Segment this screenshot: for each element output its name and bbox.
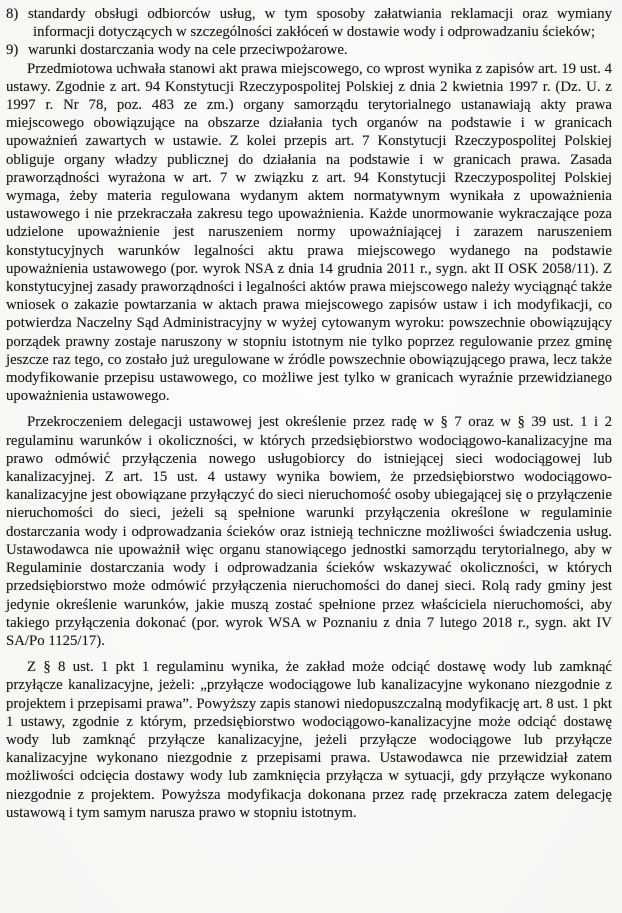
list-item-8-marker: 8) <box>6 6 19 22</box>
list-item-9 <box>6 41 612 59</box>
list-item-9-text: warunki dostarczania wody na cele przeciwpożarowe. <box>28 42 348 59</box>
list-item-9-marker: 9) <box>6 42 19 59</box>
list-item-8 <box>6 5 612 41</box>
paragraph-water-cutoff-modification: Z § 8 ust. 1 pkt 1 regulaminu wynika, że zakład może odciąć dostawę wody lub zamknąć przyłącze kanalizacyjne, jeżeli: „przyłącze wodociągowe lub kanalizacyjne wykonano niezgodnie z projektem i przepisami prawa”. Powyższy zapis stanowi niedopuszczalną modyfikację art. 8 ust. 1 pkt 1 ustawy, zgodnie z którym, przedsiębiorstwo wodociągowo-kanalizacyjne może odciąć dostawę wody lub zamknąć przyłącze kanalizacyjne, jeżeli przyłącze wodociągowe lub przyłącze kanalizacyjne wykonano niezgodnie z przepisami prawa. Ustawodawca nie przewidział zatem możliwości odcięcia dostawy wody lub zamknięcia przyłącza w sytuacji, gdy przyłącze wykonano niezgodnie z projektem. Powyższa modyfikacja dokonana przez radę przekracza zatem delegację ustawową i tym samym narusza prawo w stopniu istotnym. <box>6 659 612 821</box>
paragraph-legal-basis: Przedmiotowa uchwała stanowi akt prawa miejscowego, co wprost wynika z zapisów art. 19 ust. 4 ustawy. Zgodnie z art. 94 Konstytucji Rzeczypospolitej Polskiej z dnia 2 kwietnia 1997 r. (Dz. U. z 1997 r. Nr 78, poz. 483 ze zm.) organy samorządu terytorialnego ustanawiają akty prawa miejscowego obowiązujące na obszarze działania tych organów na podstawie i w granicach upoważnień zawartych w ustawie. Z kolei przepis art. 7 Konstytucji Rzeczypospolitej Polskiej obliguje organy władzy publicznej do działania na podstawie i w granicach prawa. Zasada praworządności wyrażona w art. 7 w związku z art. 94 Konstytucji Rzeczypospolitej Polskiej wymaga, żeby materia regulowana wydanym aktem normatywnym wynikała z upoważnienia ustawowego i nie przekraczała zakresu tego upoważnienia. Każde unormowanie wykraczające poza udzielone upoważnienie jest naruszeniem normy upoważniającej i zarazem naruszeniem konstytucyjnych warunków legalności aktu prawa miejscowego wydanego na podstawie upoważnienia ustawowego (por. wyrok NSA z dnia 14 grudnia 2011 r., sygn. akt II OSK 2058/11). Z konstytucyjnej zasady praworządności i legalności aktów prawa miejscowego należy wyciągnąć także wniosek o zakazie powtarzania w aktach prawa miejscowego zapisów ustaw i ich modyfikacji, co potwierdza Naczelny Sąd Administracyjny w wyżej cytowanym wyroku: powszechnie obowiązujący porządek prawny zostaje naruszony w stopniu istotnym nie tylko poprzez regulowanie przez gminę jeszcze raz tego, co zostało już uregulowane w źródle powszechnie obowiązującego prawa, lecz także modyfikowanie przepisu ustawowego, co możliwe jest tylko w granicach wyraźnie przewidzianego upoważnienia ustawowego. <box>6 60 612 405</box>
list-item-8-text: standardy obsługi odbiorców usług, w tym sposoby załatwiania reklamacji oraz wymiany informacji dotyczących w szczególności zakłóceń w dostawie wody i odprowadzaniu ścieków; <box>28 6 612 41</box>
paragraph-delegation-exceeded: Przekroczeniem delegacji ustawowej jest określenie przez radę w § 7 oraz w § 39 ust. 1 i 2 regulaminu warunków i okoliczności, w których przedsiębiorstwo wodociągowo-kanalizacyjne ma prawo odmówić przyłączenia nowego usługobiorcy do istniejącej sieci wodociągowej lub kanalizacyjnej. Z art. 15 ust. 4 ustawy wynika bowiem, że przedsiębiorstwo wodociągowo-kanalizacyjne jest obowiązane przyłączyć do sieci nieruchomość osoby ubiegającej się o przyłączenie nieruchomości do sieci, jeżeli są spełnione warunki przyłączenia określone w regulaminie dostarczania wody i odprowadzania ścieków oraz istnieją techniczne możliwości świadczenia usług. Ustawodawca nie upoważnił więc organu stanowiącego jednostki samorządu terytorialnego, aby w Regulaminie dostarczania wody i odprowadzania ścieków wskazywać okoliczności, w których przedsiębiorstwo może odmówić przyłączenia nieruchomości do danej sieci. Rolą rady gminy jest jedynie określenie warunków, jakie muszą zostać spełnione przez właściciela nieruchomości, aby takiego przyłączenia dokonać (por. wyrok WSA w Poznaniu z dnia 7 lutego 2018 r., sygn. akt IV SA/Po 1125/17). <box>6 414 612 649</box>
